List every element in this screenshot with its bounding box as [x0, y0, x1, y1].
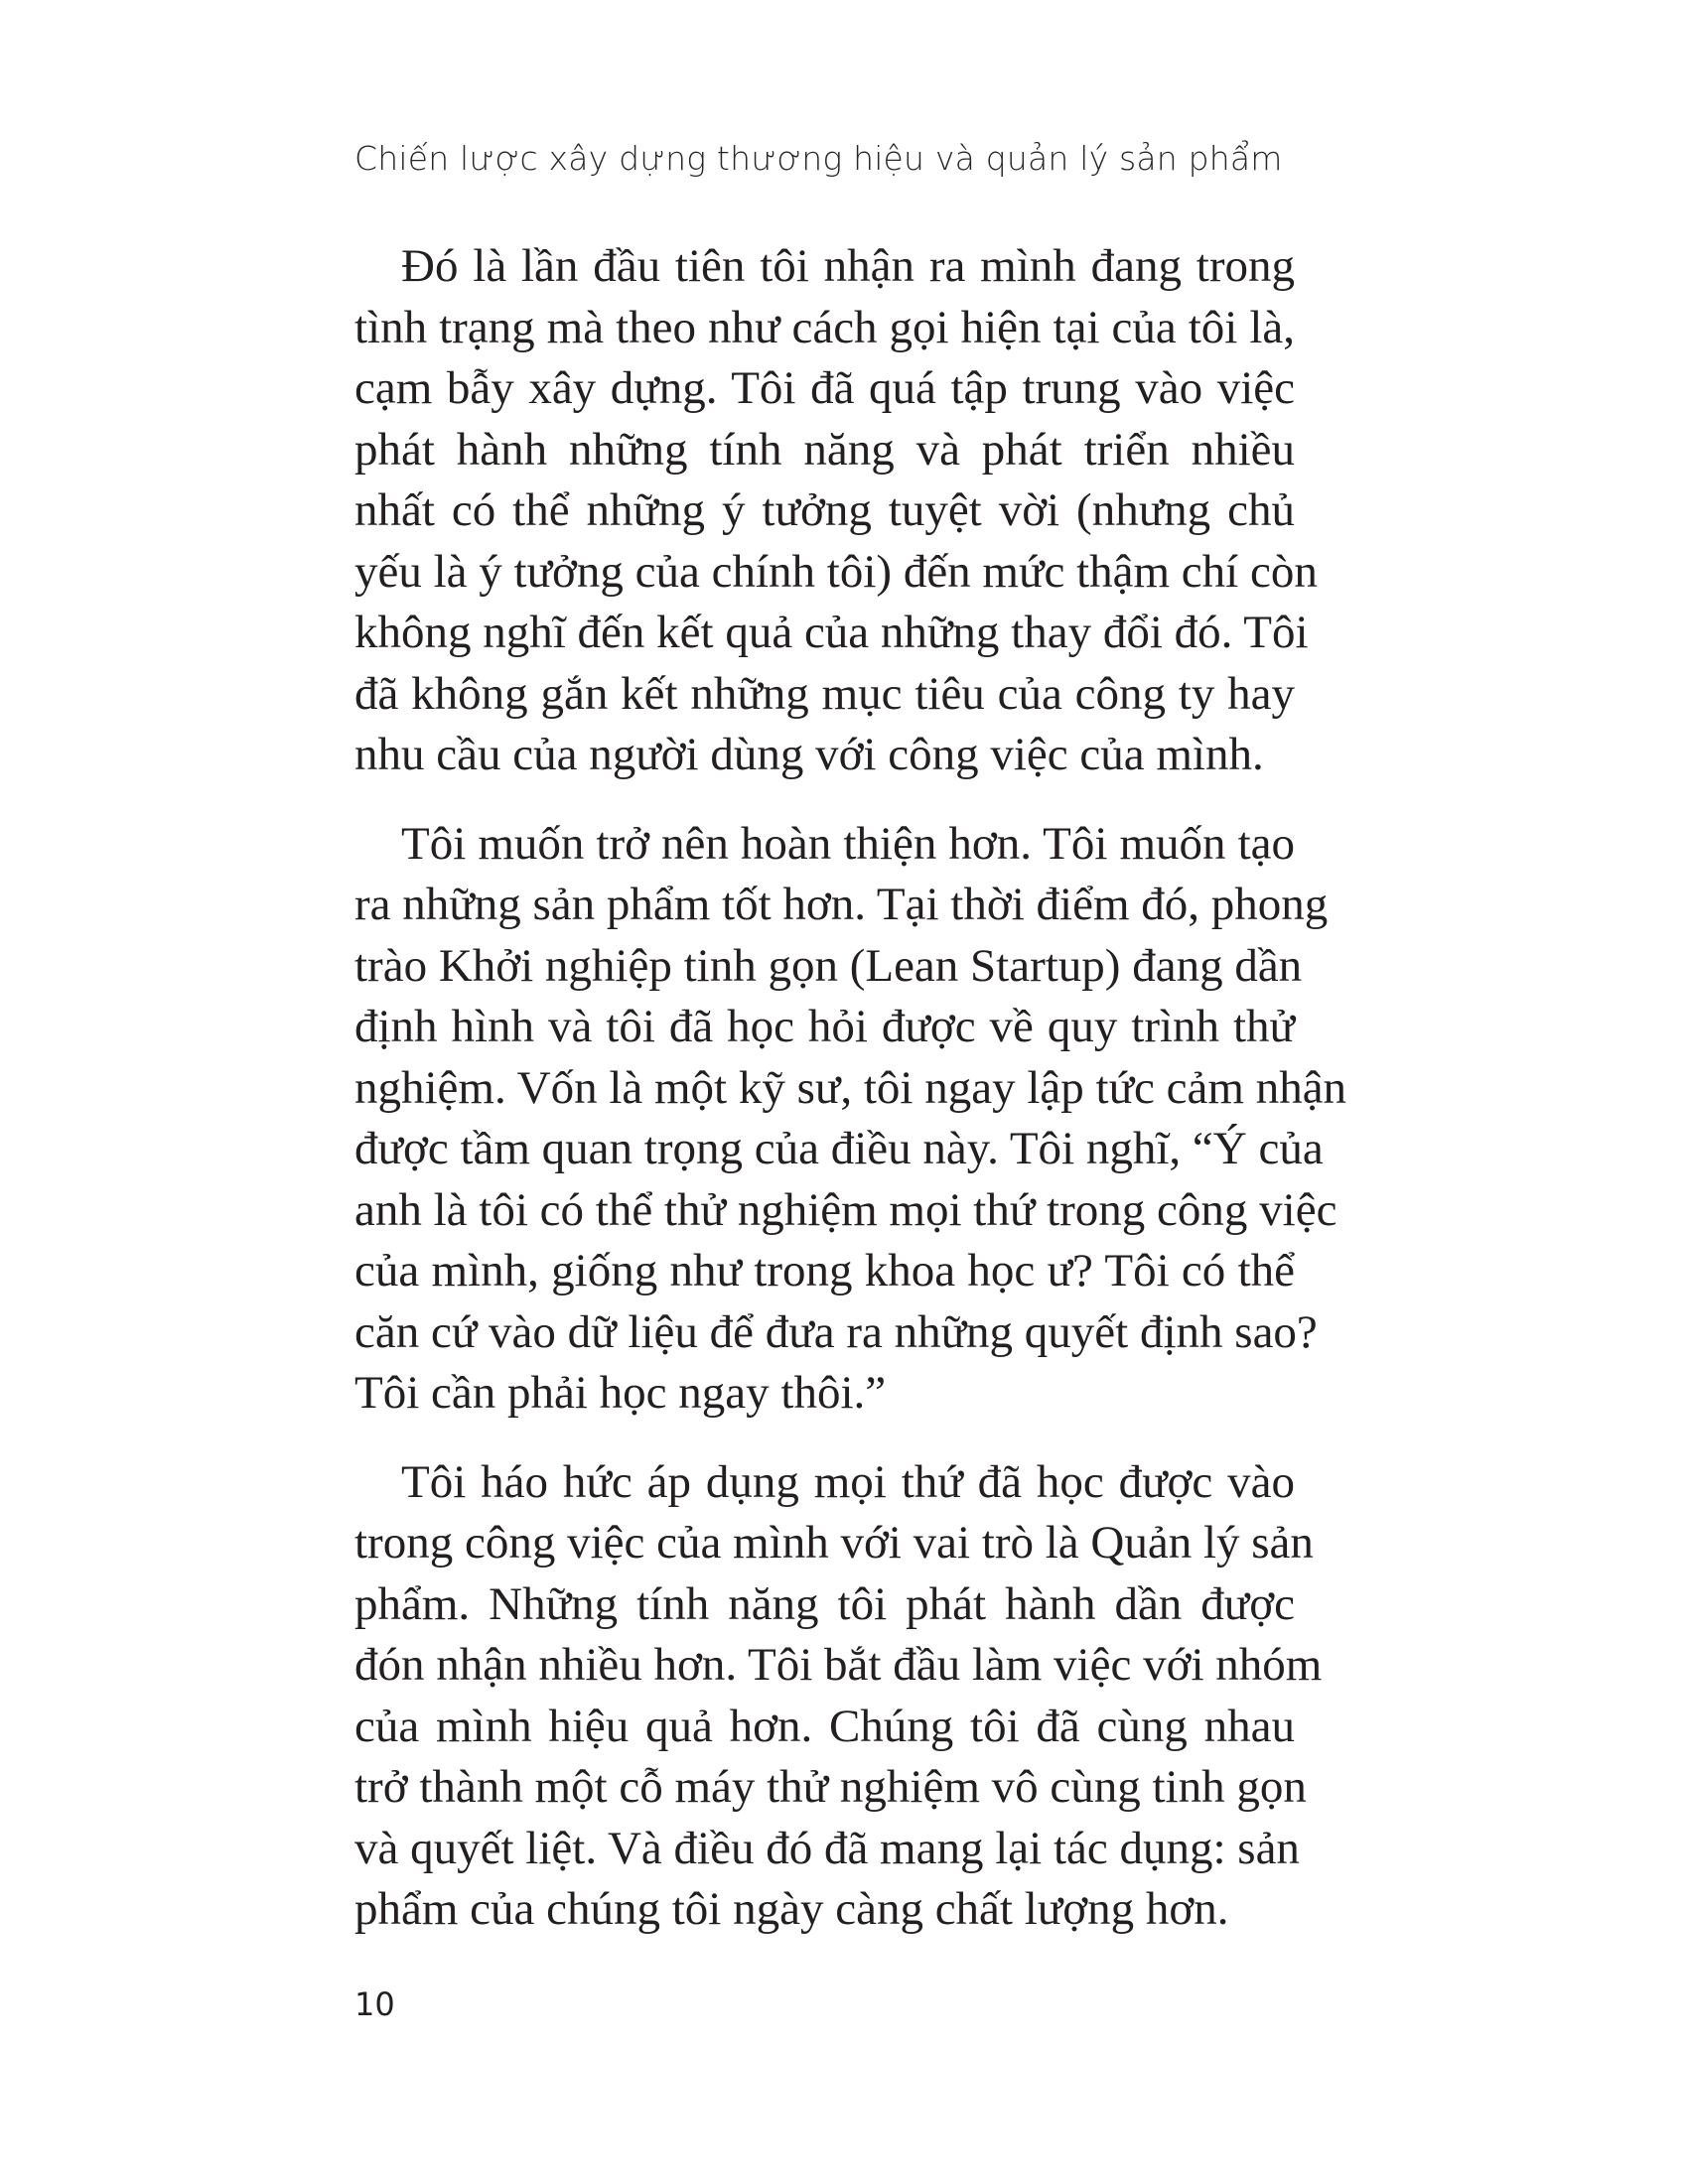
text-line: nhất có thể những ý tưởng tuyệt vời (nhưng chủ — [354, 484, 1295, 536]
page-number: 10 — [354, 1985, 395, 2023]
paragraph-1 — [354, 236, 1318, 786]
running-header: Chiến lược xây dựng thương hiệu và quản lý sản phẩm — [354, 139, 1283, 178]
text-line: Tôi muốn trở nên hoàn thiện hơn. Tôi muốn tạo — [401, 817, 1295, 870]
text-line: anh là tôi có thể thử nghiệm mọi thứ trong công việc — [354, 1183, 1337, 1236]
text-line: phẩm của chúng tôi ngày càng chất lượng hơn. — [354, 1883, 1229, 1935]
text-line: Tôi cần phải học ngay thôi.” — [354, 1367, 887, 1419]
text-line: phát hành những tính năng và phát triển nhiều — [354, 423, 1295, 476]
text-line: nhu cầu của người dùng với công việc của mình. — [354, 729, 1264, 780]
text-line: của mình hiệu quả hơn. Chúng tôi đã cùng nhau — [354, 1700, 1295, 1752]
paragraph-2 — [354, 814, 1347, 1425]
text-line: trong công việc của mình với vai trò là Quản lý sản — [354, 1517, 1314, 1569]
text-line: trở thành một cỗ máy thử nghiệm vô cùng tinh gọn — [354, 1761, 1307, 1813]
body-text — [354, 236, 1347, 1969]
text-line: yếu là ý tưởng của chính tôi) đến mức thậm chí còn — [354, 545, 1318, 598]
text-line: tình trạng mà theo như cách gọi hiện tại của tôi là, — [354, 301, 1295, 353]
text-line: nghiệm. Vốn là một kỹ sư, tôi ngay lập tức cảm nhận — [354, 1061, 1347, 1114]
text-line: ra những sản phẩm tốt hơn. Tại thời điểm đó, phong — [354, 879, 1329, 930]
paragraph-3 — [354, 1452, 1323, 1941]
text-line: được tầm quan trọng của điều này. Tôi nghĩ, “Ý của — [354, 1123, 1324, 1174]
text-line: căn cứ vào dữ liệu để đưa ra những quyết định sao? — [354, 1305, 1318, 1358]
text-line: của mình, giống như trong khoa học ư? Tôi có thể — [354, 1245, 1295, 1297]
text-line: đón nhận nhiều hơn. Tôi bắt đầu làm việc với nhóm — [354, 1639, 1323, 1691]
text-line: Tôi háo hức áp dụng mọi thứ đã học được vào — [401, 1455, 1295, 1508]
text-line: trào Khởi nghiệp tinh gọn (Lean Startup) đang dần — [354, 939, 1303, 992]
text-line: định hình và tôi đã học hỏi được về quy trình thử — [354, 1001, 1295, 1052]
text-line: không nghĩ đến kết quả của những thay đổi đó. Tôi — [354, 607, 1309, 658]
text-line: cạm bẫy xây dựng. Tôi đã quá tập trung vào việc — [354, 362, 1295, 414]
text-line: đã không gắn kết những mục tiêu của công ty hay — [354, 667, 1295, 720]
text-line: phẩm. Những tính năng tôi phát hành dần được — [354, 1577, 1295, 1630]
text-line: Đó là lần đầu tiên tôi nhận ra mình đang trong — [401, 240, 1295, 292]
text-line: và quyết liệt. Và điều đó đã mang lại tác dụng: sản — [354, 1822, 1300, 1874]
